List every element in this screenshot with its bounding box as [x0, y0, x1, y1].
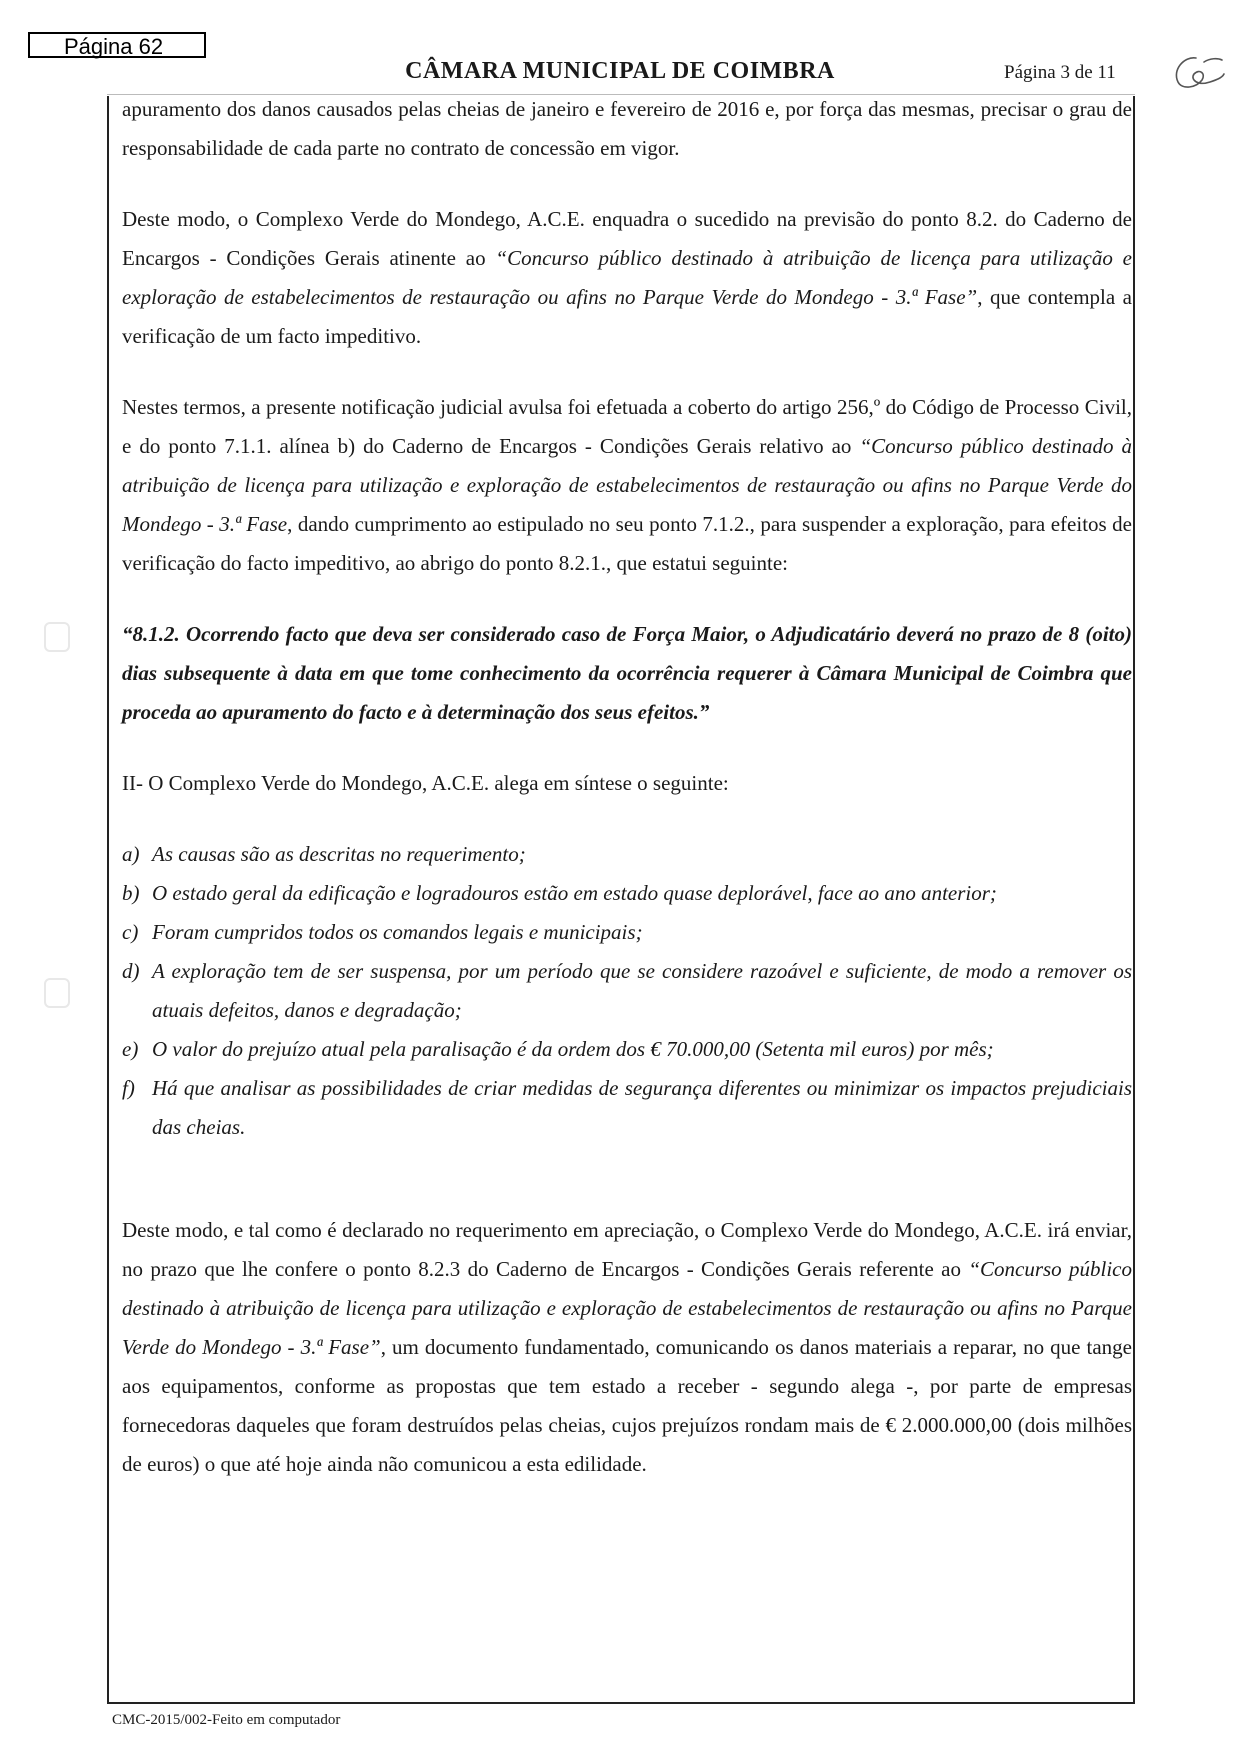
- contest-title-italic: “Concurso público destinado à atribuição de licença para utilização e exploração de estabelecimentos de restauração ou afins no Parque Verde do Mondego - 3.ª Fase”: [122, 1257, 1132, 1359]
- paragraph-text: , que contempla a verificação de um facto impeditivo.: [122, 285, 1133, 348]
- list-item-text: O valor do prejuízo atual pela paralisação é da ordem dos € 70.000,00 (Setenta mil euros) por mês;: [152, 1037, 994, 1061]
- list-marker: e): [122, 1037, 139, 1061]
- paragraph-text: , um documento fundamentado, comunicando os danos materiais a reparar, no que tange aos equipamentos, conforme as propostas que tem estado a receber - segundo alega -, por parte de empresas fornecedoras daqueles que foram destruídos pelas cheias, cujos prejuízos rondam mais de € 2.000.000,00 (dois milhões de euros) o que até hoje ainda não comunicou a esta edilidade.: [122, 1335, 1132, 1476]
- contest-title-italic: “Concurso público destinado à atribuição de licença para utilização e exploração de estabelecimentos de restauração ou afins no Parque Verde do Mondego - 3.ª Fase”: [122, 246, 1132, 309]
- list-item-text: A exploração tem de ser suspensa, por um período que se considere razoável e suficiente, de modo a remover os atuais defeitos, danos e degradação;: [152, 959, 1132, 1022]
- paragraph-text: , dando cumprimento ao estipulado no seu ponto 7.1.2., para suspender a exploração, para efeitos de verificação do facto impeditivo, ao abrigo do ponto 8.2.1., que estatui seguinte:: [122, 512, 1132, 575]
- list-item: [122, 835, 1132, 874]
- allegations-list: [122, 835, 1132, 1147]
- paragraph-text: Deste modo, o Complexo Verde do Mondego, A.C.E. enquadra o sucedido na previsão do ponto 8.2. do Caderno de Encargos - Condições Gerais atinente ao: [122, 207, 1132, 270]
- document-footer-code: CMC-2015/002-Feito em computador: [112, 1712, 341, 1728]
- paragraph-text: Nestes termos, a presente notificação judicial avulsa foi efetuada a coberto do artigo 256,º do Código de Processo Civil, e do ponto 7.1.1. alínea b) do Caderno de Encargos - Condições Gerais relativo ao: [122, 395, 1132, 458]
- list-marker: b): [122, 881, 140, 905]
- list-item-text: O estado geral da edificação e logradouros estão em estado quase deplorável, face ao ano anterior;: [152, 881, 997, 905]
- list-item: [122, 874, 1132, 913]
- paragraph-conclusion: [122, 1211, 1132, 1484]
- list-marker: a): [122, 842, 140, 866]
- list-item: [122, 952, 1132, 1030]
- scan-artifact: [44, 978, 70, 1008]
- list-item: [122, 913, 1132, 952]
- list-item-text: Foram cumpridos todos os comandos legais e municipais;: [152, 920, 643, 944]
- paragraph-notification: [122, 388, 1132, 583]
- paragraph-text: Deste modo, e tal como é declarado no requerimento em apreciação, o Complexo Verde do Mondego, A.C.E. irá enviar, no prazo que lhe confere o ponto 8.2.3 do Caderno de Encargos - Condições Gerais referente ao: [122, 1218, 1132, 1281]
- paragraph-continuation: apuramento dos danos causados pelas cheias de janeiro e fevereiro de 2016 e, por força das mesmas, precisar o grau de responsabilidade de cada parte no contrato de concessão em vigor.: [122, 97, 1132, 160]
- list-item: [122, 1069, 1132, 1147]
- list-item-text: As causas são as descritas no requerimento;: [152, 842, 526, 866]
- list-marker: f): [122, 1076, 135, 1100]
- document-header-title: CÂMARA MUNICIPAL DE COIMBRA: [405, 58, 835, 84]
- handwritten-initials-signature: [1166, 52, 1226, 102]
- document-body: [122, 90, 1132, 1484]
- paragraph-summary-intro: II- O Complexo Verde do Mondego, A.C.E. alega em síntese o seguinte:: [122, 771, 729, 795]
- list-marker: d): [122, 959, 140, 983]
- page-number-stamp: Página 62: [28, 32, 206, 58]
- list-item: [122, 1030, 1132, 1069]
- list-item-text: Há que analisar as possibilidades de criar medidas de segurança diferentes ou minimizar os impactos prejudiciais das cheias.: [152, 1076, 1132, 1139]
- paragraph-framing: [122, 200, 1132, 356]
- list-marker: c): [122, 920, 139, 944]
- scan-artifact: [44, 622, 70, 652]
- page-of-count: Página 3 de 11: [1004, 62, 1116, 83]
- contest-title-italic: “Concurso público destinado à atribuição de licença para utilização e exploração de estabelecimentos de restauração ou afins no Parque Verde do Mondego - 3.ª Fase: [122, 434, 1132, 536]
- quoted-clause: “8.1.2. Ocorrendo facto que deva ser considerado caso de Força Maior, o Adjudicatário deverá no prazo de 8 (oito) dias subsequente à data em que tome conhecimento da ocorrência requerer à Câmara Municipal de Coimbra que proceda ao apuramento do facto e à determinação dos seus efeitos.”: [122, 622, 1132, 724]
